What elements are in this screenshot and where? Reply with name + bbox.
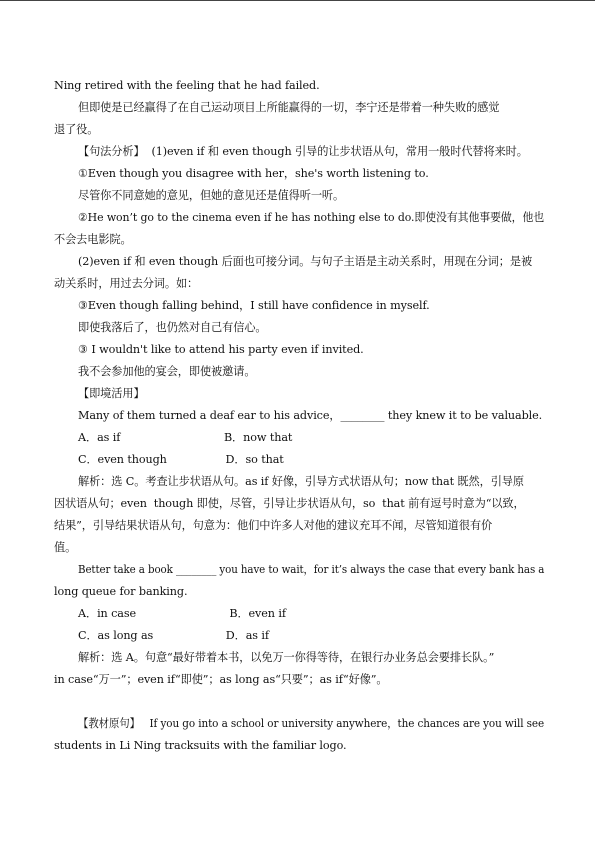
answer-explanation: 值。 <box>54 541 77 554</box>
question-1-options-cd: C．even though D．so that <box>78 453 284 466</box>
question-1-options-ab: A．as if B．now that <box>78 431 293 444</box>
example-translation: 尽管你不同意她的意见，但她的意见还是值得听一听。 <box>78 189 345 202</box>
answer-explanation: 因状语从句；even though 即使，尽管，引导让步状语从句，so that 前有逗号时意为“以致， <box>54 497 525 510</box>
example-sentence: ③Even though falling behind，I still have confidence in myself. <box>78 299 430 312</box>
text-line: (2)even if 和 even though 后面也可接分词。与句子主语是主动关系时，用现在分词；是被 <box>78 255 533 268</box>
text-line: 不会去电影院。 <box>54 233 132 246</box>
question-2-options-cd: C．as long as D．as if <box>78 629 269 642</box>
example-translation: 我不会参加他的宴会，即使被邀请。 <box>78 365 256 378</box>
question-1: Many of them turned a deaf ear to his advice，________ they knew it to be valuable. <box>78 409 543 422</box>
text-line: 但即使是已经赢得了在自己运动项目上所能赢得的一切，李宁还是带着一种失败的感觉 <box>78 101 500 114</box>
section-heading-textbook: 【教材原句】 If you go into a school or university anywhere，the chances are you will see <box>78 717 545 730</box>
answer-explanation: 解析：选 A。句意“最好带着本书，以免万一你得等待，在银行办业务总会要排长队。” <box>78 651 495 664</box>
answer-explanation: 结果”，引导结果状语从句，句意为：他们中许多人对他的建议充耳不闻，尽管知道很有价 <box>54 519 493 532</box>
question-2-options-ab: A．in case B．even if <box>78 607 286 620</box>
text-line: Ning retired with the feeling that he had failed. <box>54 79 320 92</box>
example-sentence: ①Even though you disagree with her，she's worth listening to. <box>78 167 429 180</box>
example-sentence: ②He won’t go to the cinema even if he has nothing else to do.即使没有其他事要做，他也 <box>78 211 545 224</box>
text-line: 退了役。 <box>54 123 99 136</box>
section-heading-practice: 【即境活用】 <box>78 387 145 400</box>
question-2: long queue for banking. <box>54 585 188 598</box>
answer-explanation: 解析：选 C。考查让步状语从句。as if 好像，引导方式状语从句；now that 既然，引导原 <box>78 475 524 488</box>
top-rule <box>0 0 595 1</box>
answer-explanation: in case“万一”；even if“即使”；as long as“只要”；as if“好像”。 <box>54 673 388 686</box>
text-line: 动关系时，用过去分词。如： <box>54 277 199 290</box>
question-2: Better take a book ________ you have to wait，for it’s always the case that every bank has a <box>78 563 545 576</box>
example-translation: 即使我落后了，也仍然对自己有信心。 <box>78 321 267 334</box>
section-heading-syntax: 【句法分析】 (1)even if 和 even though 引导的让步状语从句，常用一般时代替将来时。 <box>78 145 528 158</box>
text-line: students in Li Ning tracksuits with the familiar logo. <box>54 739 347 752</box>
example-sentence: ③ I wouldn't like to attend his party even if invited. <box>78 343 364 356</box>
